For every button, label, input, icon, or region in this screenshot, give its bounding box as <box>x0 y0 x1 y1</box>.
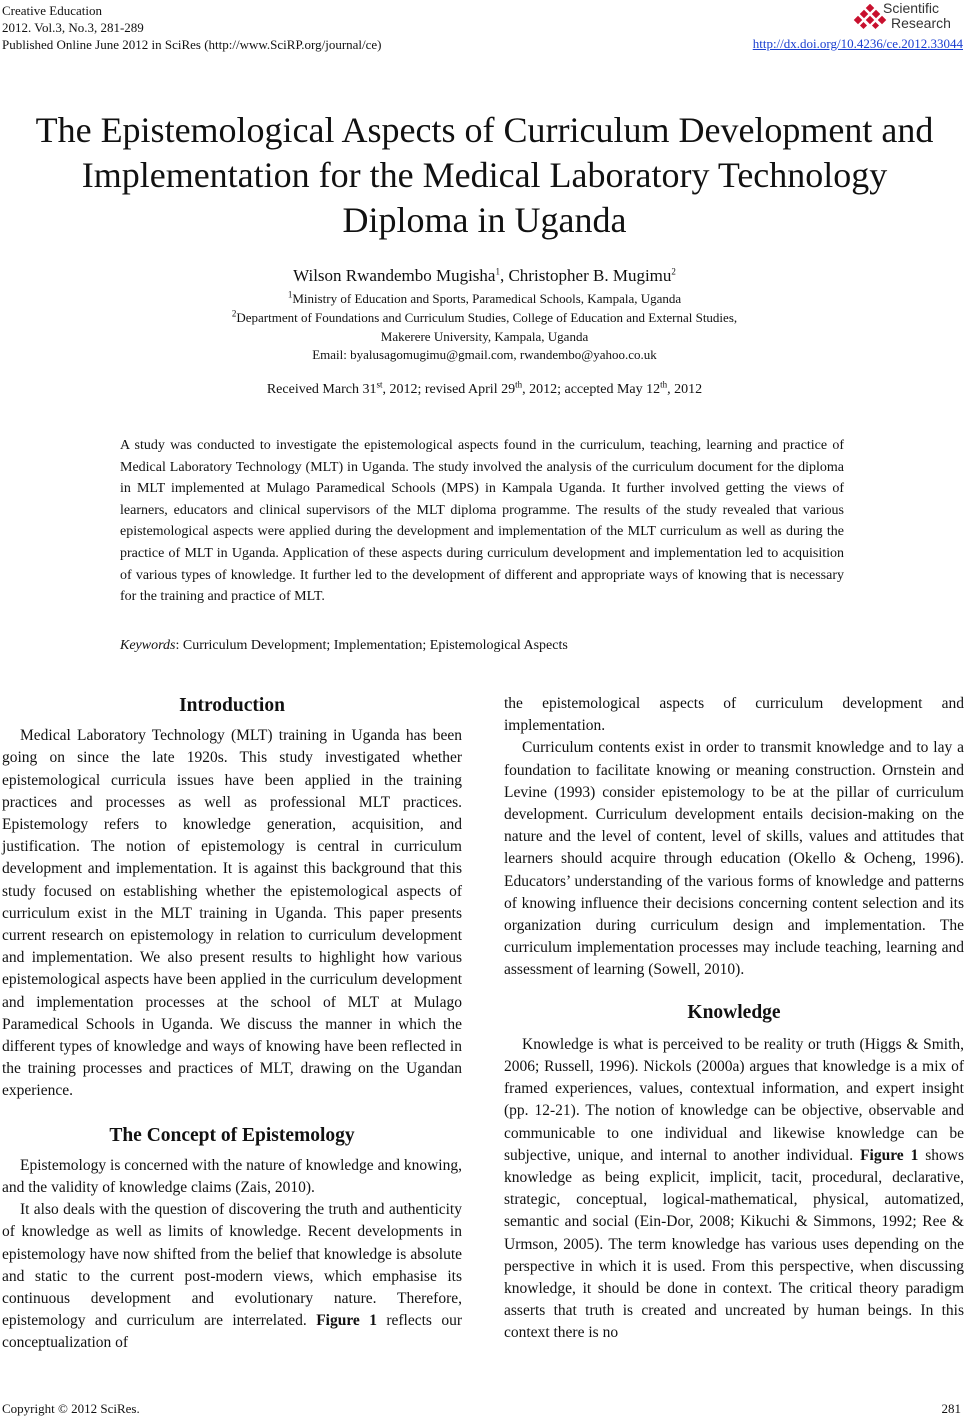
logo-diamond-icon <box>853 4 887 30</box>
heading-knowledge: Knowledge <box>687 1001 781 1023</box>
aff1-text: Ministry of Education and Sports, Paramedical Schools, Kampala, Uganda <box>292 291 682 306</box>
received-dates <box>0 379 969 398</box>
received-s2: th <box>515 379 523 390</box>
figure-ref-2: Figure 1 <box>860 1146 919 1164</box>
para-concept-2 <box>2 1199 462 1354</box>
author-2-sup: 2 <box>671 266 676 277</box>
journal-published: Published Online June 2012 in SciRes (http://www.SciRP.org/journal/ce) <box>2 37 382 52</box>
received-s3: th <box>660 379 668 390</box>
author-sep: , <box>499 266 509 285</box>
aff1-sup: 1 <box>287 289 293 300</box>
copyright: Copyright © 2012 SciRes. <box>2 1401 140 1416</box>
keywords-text: : Curriculum Development; Implementation; Epistemological Aspects <box>175 638 568 653</box>
journal-volume: 2012. Vol.3, No.3, 281-289 <box>2 20 144 35</box>
keywords <box>120 638 568 654</box>
author-1-sup: 1 <box>495 266 500 277</box>
heading-introduction: Introduction <box>179 695 285 716</box>
affiliation-2b: Makerere University, Kampala, Uganda <box>380 329 589 344</box>
journal-name: Creative Education <box>2 3 102 18</box>
received-p3: , 2012; accepted May 12 <box>522 382 661 397</box>
author-emails: Email: byalusagomugimu@gmail.com, rwandembo@yahoo.co.uk <box>312 347 657 362</box>
logo-line2: Research <box>891 15 951 31</box>
left-column <box>2 695 462 1355</box>
received-s1: st <box>376 379 383 390</box>
keywords-label: Keywords <box>120 638 176 653</box>
right-column <box>504 693 964 1345</box>
received-p1: Received March 31 <box>266 382 377 397</box>
received-p4: , 2012 <box>667 382 703 397</box>
affiliation-2 <box>0 308 969 327</box>
concept2-text-b: reflects our conceptualization of <box>2 1312 462 1352</box>
affiliation-1 <box>0 289 969 308</box>
knowledge-text-b: shows knowledge as being explicit, implicit, tacit, procedural, declarative, strategic, conceptual, logical-mathematical, physical, automatized, semantic and social (Ein-Dor, 2008; Kikuchi & Simmons, 1992; Ree & Urmson, 2005). The term knowledge has various uses depending on the perspective in which it is used. From this perspective, when discussing knowledge, it should be done in context. The critical theory paradigm asserts that truth is created and uncreated by human beings. In this context there is no <box>504 1146 965 1342</box>
para-introduction: Medical Laboratory Technology (MLT) training in Uganda has been going on since the late 1920s. This study investigated whether epistemological curricula issues have been applied in the training practices and processes as well as professional MLT practices. Epistemology refers to knowledge generation, acquisition, and justification. The notion of epistemology is central in curriculum development and implementation. It is against this background that this study focused on establishing whether the epistemological aspects of curriculum exist in the MLT training in Uganda. This paper presents current research on epistemology in relation to curriculum development and implementation. We also present results to highlight how various epistemological aspects have been applied in the curriculum development and implementation processes at the school of MLT at Mulago Paramedical Schools in Uganda. We discuss the manner in which the different types of knowledge and ways of knowing have been reflected in the training processes and practices of MLT, drawing on the Ugandan experience. <box>2 727 462 1100</box>
abstract: A study was conducted to investigate the epistemological aspects found in the curriculum, teaching, learning and practice of Medical Laboratory Technology (MLT) in Uganda. The study involved the analysis of the curriculum document for the diploma in MLT implemented at Mulago Paramedical Schools (MPS) in Kampala Uganda. It further involved getting the views of learners, educators and clinical supervisors of the MLT diploma programme. The results of the study revealed that various epistemological aspects were applied during the development and implementation of the MLT curriculum as well as during the practice of MLT in Uganda. Application of these aspects during curriculum development and implementation led to acquisition of various types of knowledge. It further led to the development of different and appropriate ways of knowing that is necessary for the training and practice of MLT. <box>120 438 844 605</box>
para-knowledge <box>504 1034 964 1345</box>
figure-ref-1: Figure 1 <box>316 1312 377 1330</box>
received-p2: , 2012; revised April 29 <box>382 382 516 397</box>
doi-link[interactable]: http://dx.doi.org/10.4236/ce.2012.33044 <box>752 36 963 51</box>
journal-header <box>2 2 382 53</box>
paper-title <box>0 108 969 243</box>
author-2: Christopher B. Mugimu <box>508 266 672 285</box>
title-line-3: Diploma in Uganda <box>342 200 627 240</box>
para-concept-1: Epistemology is concerned with the nature of knowledge and knowing, and the validity of knowledge claims (Zais, 2010). <box>2 1156 462 1197</box>
logo-text <box>883 1 951 31</box>
para-curriculum: Curriculum contents exist in order to transmit knowledge and to lay a foundation to facilitate knowing or meaning construction. Ornstein and Levine (1993) consider epistemology to be at the pillar of curriculum development. Curriculum development entails decision-making on the nature and the level of content, level of skills, values and attitudes that learners should acquire through education (Okello & Ocheng, 1996). Educators’ understanding of the various forms of knowledge and patterns of knowing influence their decisions concerning content selection and its organization during curriculum design and implementation. The curriculum implementation processes may include teaching, learning and assessment of learning (Sowell, 2010). <box>504 739 964 979</box>
title-line-2: Implementation for the Medical Laboratory Technology <box>81 155 888 195</box>
concept2-text-a: It also deals with the question of discovering the truth and authenticity of knowledge as well as limits of knowledge. Recent developments in epistemology have now shifted from the belief that knowledge is absolute and static to the current post-modern views, which emphasise its continuous development and evolutionary nature. Therefore, epistemology and curriculum are interrelated. <box>2 1201 462 1330</box>
aff2-text: Department of Foundations and Curriculum Studies, College of Education and External Studies, <box>236 310 738 325</box>
knowledge-text-a: Knowledge is what is perceived to be reality or truth (Higgs & Smith, 2006; Russell, 1996). Nickols (2000a) argues that knowledge is a mix of framed experiences, values, contextual information, and expert insight (pp. 12-21). The notion of knowledge can be objective, observable and communicable to one individual and likewise knowledge can be subjective, unique, and internal to another individual. <box>504 1035 964 1164</box>
author-1: Wilson Rwandembo Mugisha <box>293 266 496 285</box>
title-line-1: The Epistemological Aspects of Curriculum Development and <box>35 110 934 150</box>
logo-line1: Scientific <box>883 0 940 16</box>
aff2-sup: 2 <box>231 308 237 319</box>
para-continuation: the epistemological aspects of curriculum development and implementation. <box>504 695 964 735</box>
heading-concept: The Concept of Epistemology <box>109 1124 355 1146</box>
page-number: 281 <box>941 1401 961 1416</box>
author-list <box>0 266 969 286</box>
scientific-research-logo <box>853 0 963 34</box>
